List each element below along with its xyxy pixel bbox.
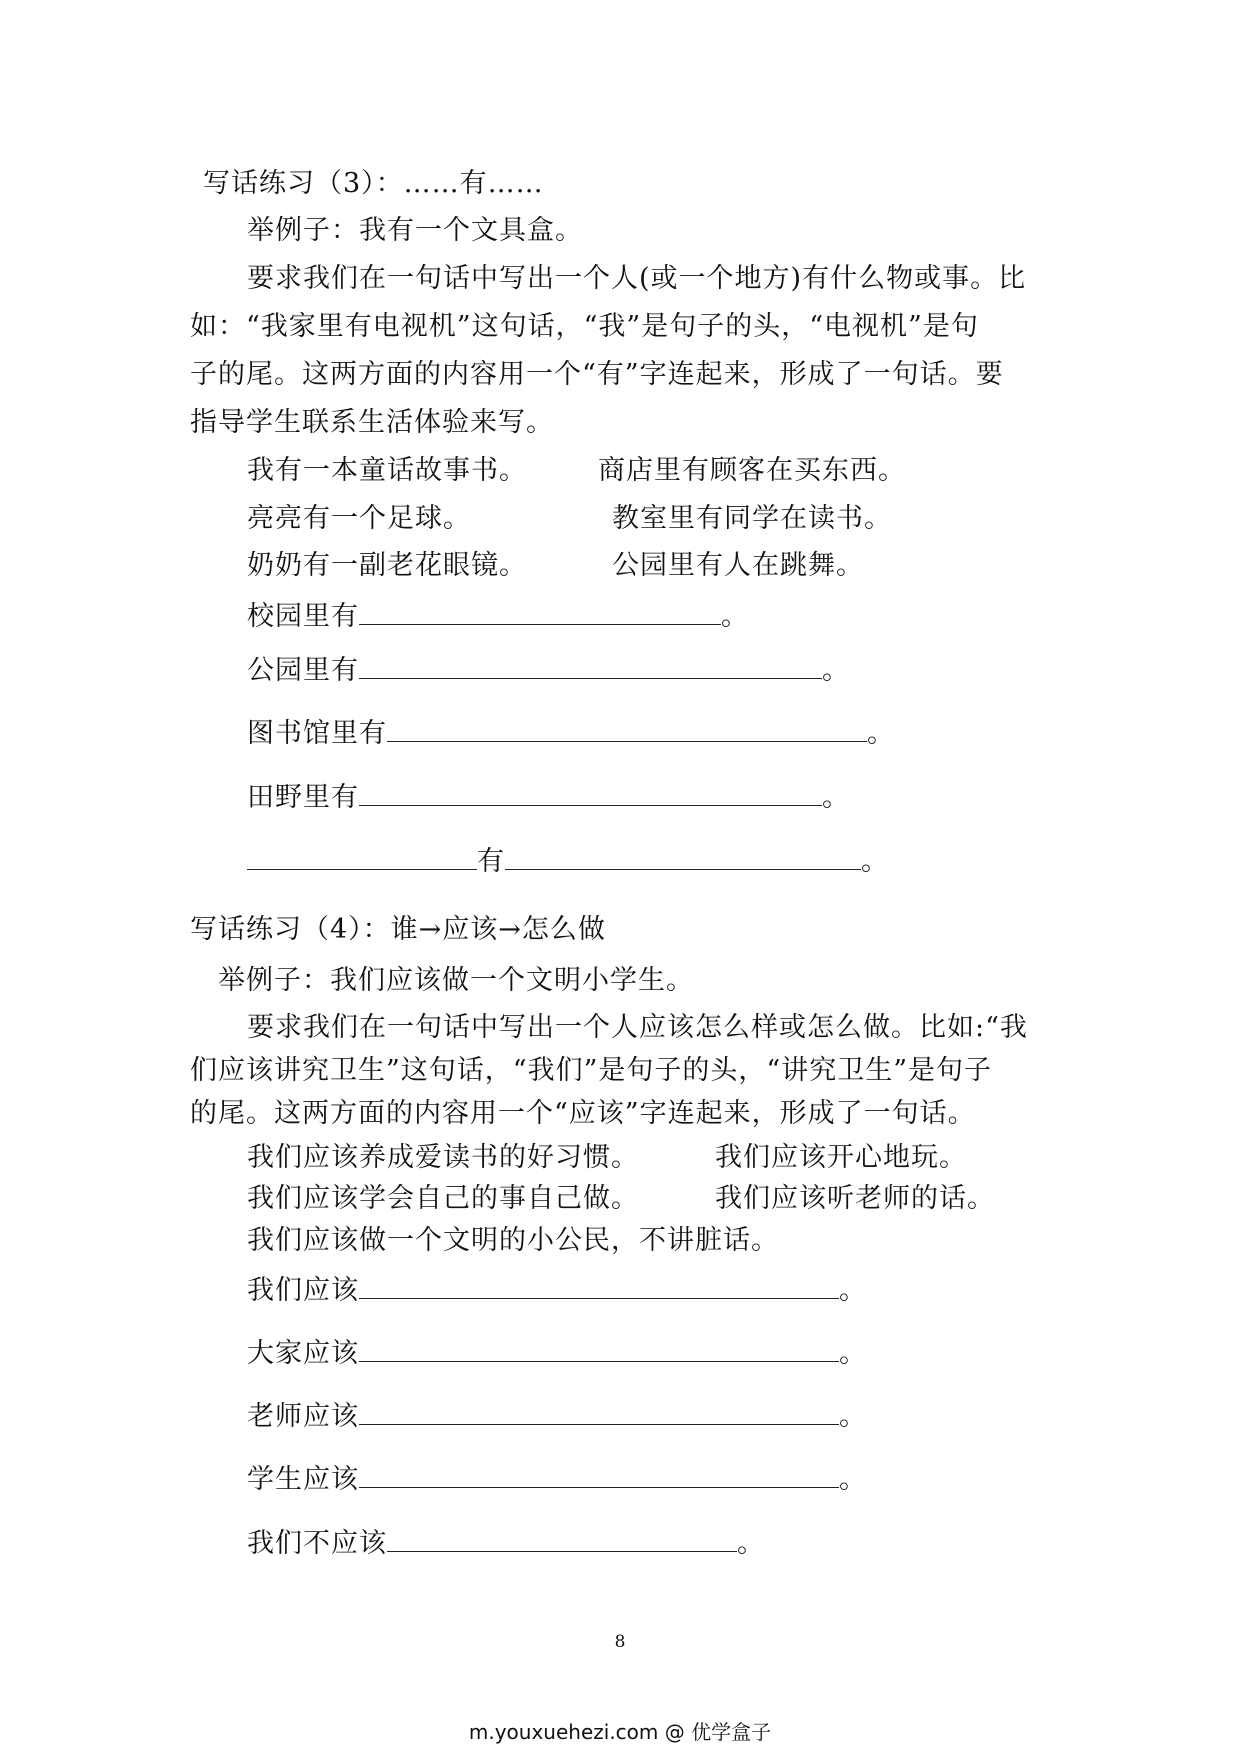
exercise-prefix: 学生应该 (247, 1464, 359, 1495)
section3-sample-right-3: 公园里有人在跳舞。 (612, 550, 864, 581)
exercise-prefix: 公园里有 (247, 655, 359, 686)
section3-sample-left-2: 亮亮有一个足球。 (247, 503, 471, 534)
answer-blank[interactable] (387, 713, 867, 742)
section3-exercise-4 (247, 777, 850, 816)
period: 。 (721, 601, 749, 632)
exercise-mid: 有 (477, 846, 505, 877)
section3-desc-line-3: 子的尾。这两方面的内容用一个“有”字连起来，形成了一句话。要 (190, 359, 1004, 390)
section4-exercise-1 (247, 1270, 867, 1309)
exercise-prefix: 图书馆里有 (247, 718, 387, 749)
answer-blank[interactable] (359, 650, 822, 679)
section4-sample-right-2: 我们应该听老师的话。 (715, 1183, 995, 1214)
section4-desc-line-1: 要求我们在一句话中写出一个人应该怎么样或怎么做。比如:“我 (247, 1012, 1028, 1043)
page-number: 8 (614, 1632, 626, 1652)
section3-example: 举例子：我有一个文具盒。 (247, 215, 583, 246)
section4-exercise-3 (247, 1396, 867, 1435)
section4-exercise-4 (247, 1459, 867, 1498)
period: 。 (737, 1528, 765, 1559)
section3-sample-left-1: 我有一本童话故事书。 (247, 455, 527, 486)
answer-blank[interactable] (359, 1333, 839, 1362)
section3-desc-line-2: 如：“我家里有电视机”这句话，“我”是句子的头，“电视机”是句 (190, 311, 979, 342)
period: 。 (822, 655, 850, 686)
section3-desc-line-1: 要求我们在一句话中写出一个人(或一个地方)有什么物或事。比 (247, 263, 1027, 294)
section4-exercise-2 (247, 1333, 867, 1372)
section3-desc-line-4: 指导学生联系生活体验来写。 (190, 407, 554, 438)
exercise-prefix: 我们应该 (247, 1275, 359, 1306)
answer-blank[interactable] (359, 1459, 839, 1488)
period: 。 (839, 1338, 867, 1369)
period: 。 (839, 1401, 867, 1432)
section4-desc-line-3: 的尾。这两方面的内容用一个“应该”字连起来，形成了一句话。 (190, 1098, 976, 1129)
answer-blank-subject[interactable] (247, 841, 477, 870)
exercise-prefix: 老师应该 (247, 1401, 359, 1432)
exercise-prefix: 田野里有 (247, 782, 359, 813)
answer-blank[interactable] (359, 1270, 839, 1299)
section4-exercise-5 (247, 1523, 765, 1562)
section3-title: 写话练习（3）：……有…… (203, 168, 544, 199)
section3-exercise-3 (247, 713, 895, 752)
period: 。 (861, 846, 889, 877)
section4-sample-right-1: 我们应该开心地玩。 (715, 1142, 967, 1173)
section4-sample-left-1: 我们应该养成爱读书的好习惯。 (247, 1142, 639, 1173)
exercise-prefix: 大家应该 (247, 1338, 359, 1369)
section4-sample-single: 我们应该做一个文明的小公民，不讲脏话。 (247, 1225, 779, 1256)
answer-blank[interactable] (359, 596, 721, 625)
section4-sample-left-2: 我们应该学会自己的事自己做。 (247, 1183, 639, 1214)
period: 。 (839, 1275, 867, 1306)
section4-example: 举例子：我们应该做一个文明小学生。 (218, 965, 694, 996)
answer-blank[interactable] (359, 1396, 839, 1425)
section3-sample-left-3: 奶奶有一副老花眼镜。 (247, 550, 527, 581)
period: 。 (839, 1464, 867, 1495)
section3-exercise-2 (247, 650, 850, 689)
section3-exercise-1 (247, 596, 749, 635)
exercise-prefix: 我们不应该 (247, 1528, 387, 1559)
footer-watermark: m.youxuehezi.com @ 优学盒子 (468, 1720, 772, 1744)
period: 。 (867, 718, 895, 749)
answer-blank[interactable] (387, 1523, 737, 1552)
period: 。 (822, 782, 850, 813)
answer-blank[interactable] (359, 777, 822, 806)
section4-desc-line-2: 们应该讲究卫生”这句话，“我们”是句子的头，“讲究卫生”是句子 (190, 1055, 993, 1086)
answer-blank-object[interactable] (505, 841, 861, 870)
section3-sample-right-2: 教室里有同学在读书。 (612, 503, 892, 534)
section3-exercise-5 (247, 841, 889, 880)
section4-title: 写话练习（4）：谁→应该→怎么做 (190, 914, 606, 945)
exercise-prefix: 校园里有 (247, 601, 359, 632)
section3-sample-right-1: 商店里有顾客在买东西。 (598, 455, 906, 486)
